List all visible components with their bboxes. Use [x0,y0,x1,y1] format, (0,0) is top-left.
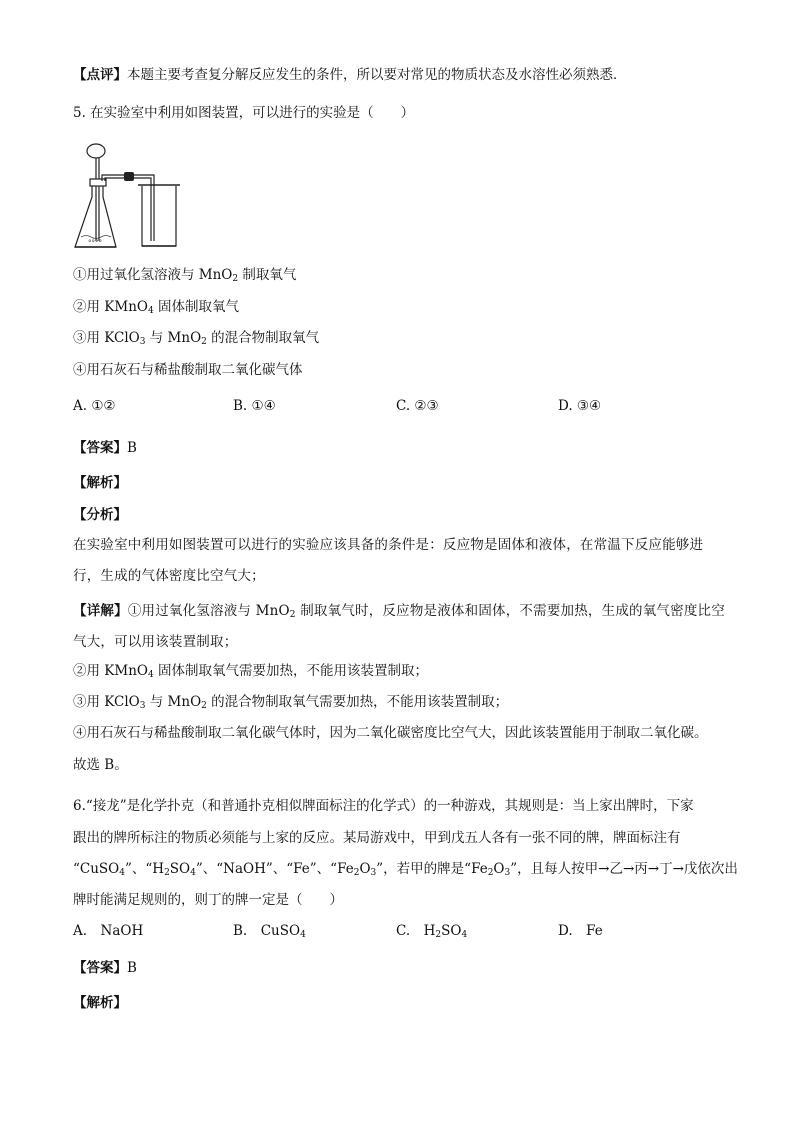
q5-item-3: ③用 KClO$_3$ 与 MnO$_2$ 的混合物制取氧气 [73,330,320,347]
comment-line [73,66,627,84]
q6-analysis-tag: 【解析】 [73,995,127,1011]
question-5-stem: 5. 在实验室中利用如图装置，可以进行的实验是（ ） [73,105,415,121]
q5-detail-2: ②用 KMnO$_4$ 固体制取氧气需要加热，不能用该装置制取； [73,663,428,680]
comment-tag: 【点评】 [73,67,127,83]
q6-answer: 【答案】B [73,960,137,976]
q5-option-b: B. ①④ [233,398,276,414]
q5-detail-4: ④用石灰石与稀盐酸制取二氧化碳气体时，因为二氧化碳密度比空气大，因此该装置能用于制取二氧化碳。 [73,725,708,741]
question-6-stem-line-2: 跟出的牌所标注的物质必须能与上家的反应。某局游戏中，甲到戊五人各有一张不同的牌，牌面标注有 [73,830,681,846]
svg-text:°°°°: °°°° [88,239,102,247]
q5-fenxi-tag: 【分析】 [73,507,127,523]
comment-text: 本题主要考查复分解反应发生的条件，所以要对常见的物质状态及水溶性必须熟悉． [127,67,627,83]
question-6-stem-line-1: 6.“接龙”是化学扑克（和普通扑克相似牌面标注的化学式）的一种游戏，其规则是：当上家出牌时，下家 [73,798,694,814]
q5-detail-3: ③用 KClO$_3$ 与 MnO$_2$ 的混合物制取氧气需要加热，不能用该装置制取； [73,694,509,711]
q5-option-c: C. ②③ [396,398,439,414]
q6-option-b: B. CuSO$_4$ [233,923,306,940]
gas-apparatus-figure [72,141,184,253]
q6-option-a: A. NaOH [73,923,144,939]
question-6-stem-line-4: 牌时能满足规则的，则丁的牌一定是（ ） [73,892,343,908]
q6-option-c: C. $H_2SO_4$ [396,923,468,940]
q5-item-4: ④用石灰石与稀盐酸制取二氧化碳气体 [73,362,303,378]
q5-option-a: A. ①② [73,398,116,414]
q5-item-2: ②用 KMnO$_4$ 固体制取氧气 [73,299,239,316]
q5-analysis-tag: 【解析】 [73,475,127,491]
q5-fenxi-text: 在实验室中利用如图装置可以进行的实验应该具备的条件是：反应物是固体和液体，在常温下反应能够进行，生成的气体密度比空气大； [73,537,704,584]
q5-detail-1: 【详解】①用过氧化氢溶液与 MnO$_2$ 制取氧气时，反应物是液体和固体，不需要加热，生成的氧气密度比空气大，可以用该装置制取； [73,603,725,650]
question-6-stem-line-3: “CuSO$_4$”、“$H_2SO_4$”、“NaOH”、“Fe”、“$Fe_2O_3$”，若甲的牌是“$Fe_2O_3$”，且每人按甲→乙→丙→丁→戊依次出 [73,861,738,878]
q5-option-d: D. ③④ [558,398,602,414]
q6-option-d: D. Fe [558,923,603,939]
q5-answer: 【答案】B [73,440,137,456]
q5-conclusion: 故选 B。 [73,757,128,773]
q5-item-1: ①用过氧化氢溶液与 MnO$_2$ 制取氧气 [73,267,297,284]
